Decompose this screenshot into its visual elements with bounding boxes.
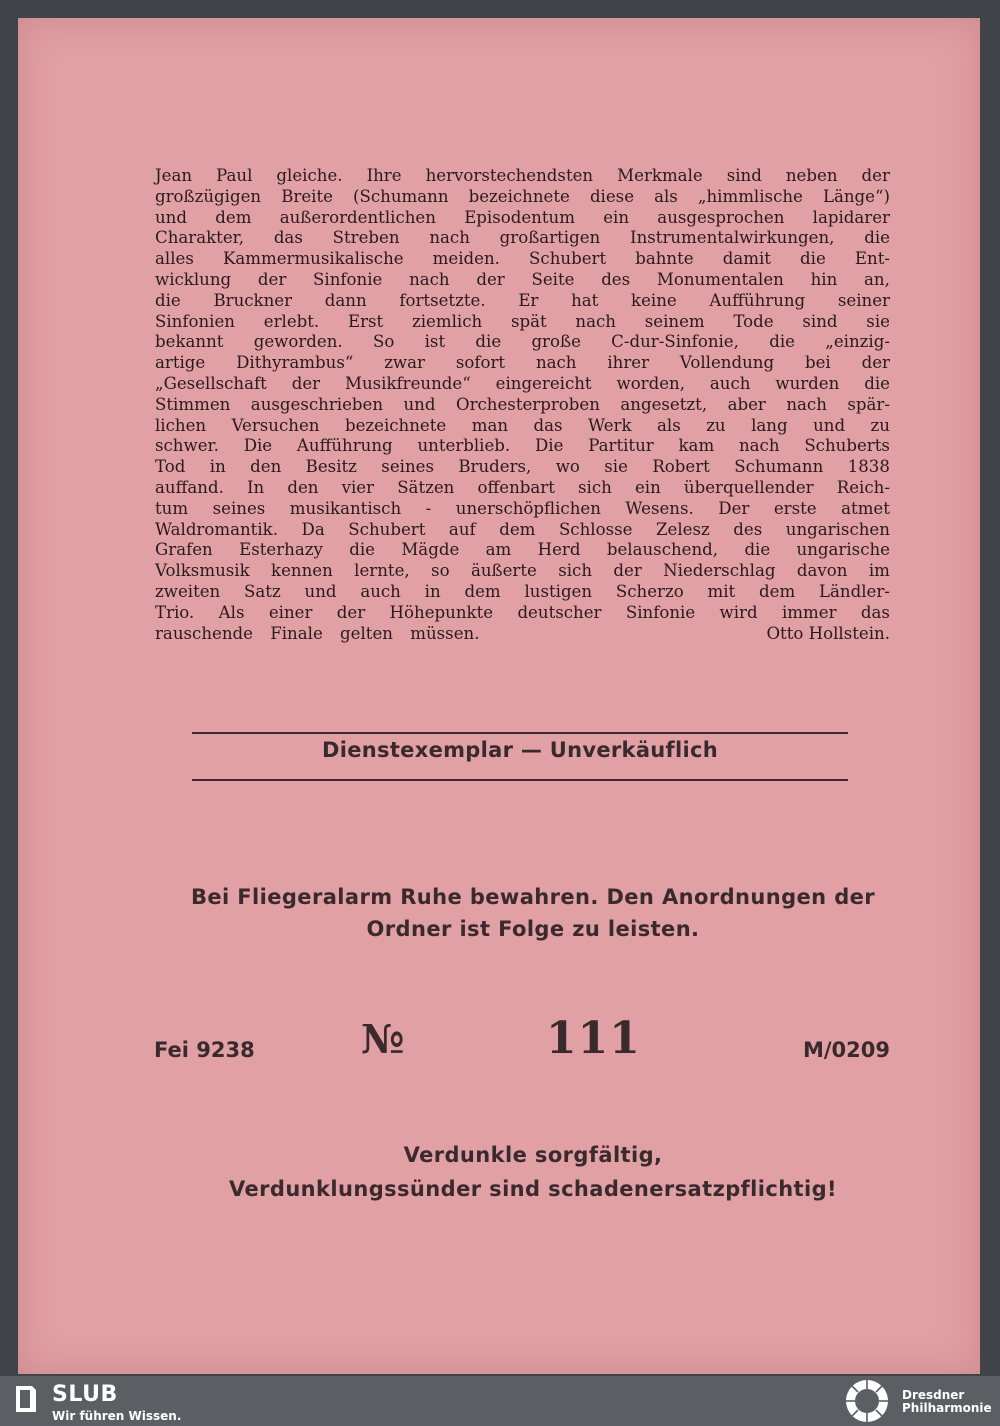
essay-line: Tod in den Besitz seines Bruders, wo sie Robert Schumann 1838 [155,457,890,477]
philharmonie-line1: Dresdner [902,1388,965,1402]
essay-author: Otto Hollstein. [766,623,890,643]
essay-line: großzügigen Breite (Schumann bezeichnete diese als „himmlische Länge“) [155,186,890,206]
air-raid-notice [138,881,928,945]
blackout-notice-line2: Verdunklungssünder sind schadenersatzpflichtig! [229,1177,837,1201]
philharmonie-logo-icon [842,1378,892,1424]
philharmonie-line2: Philharmonie [902,1401,992,1415]
bottom-rule [192,779,848,781]
essay-line: lichen Versuchen bezeichnete man das Werk als zu lang und zu [155,415,890,435]
ticket-number: 111 [546,1013,641,1064]
top-rule [192,732,848,734]
code-right: M/0209 [802,1038,890,1062]
essay-line: tum seines musikantisch - unerschöpflichen Wesens. Der erste atmet [155,498,890,518]
slub-name: SLUB [52,1382,118,1407]
code-left: Fei 9238 [154,1038,255,1062]
blackout-notice-line1: Verdunkle sorgfältig, [403,1143,663,1167]
essay-line: die Bruckner dann fortsetzte. Er hat keine Aufführung seiner [155,290,890,310]
essay-line: Charakter, das Streben nach großartigen Instrumentalwirkungen, die [155,228,890,248]
essay-last-line [155,624,890,645]
service-copy-note: Dienstexemplar — Unverkäuflich [322,738,718,762]
essay-line: und dem außerordentlichen Episodentum ein ausgesprochen lapidarer [155,207,890,227]
essay-line: Sinfonien erlebt. Erst ziemlich spät nach seinem Tode sind sie [155,311,890,331]
footer-bar [0,1376,1000,1426]
essay-line: Waldromantik. Da Schubert auf dem Schlosse Zelesz des ungarischen [155,519,890,539]
essay-line: zweiten Satz und auch in dem lustigen Scherzo mit dem Ländler- [155,581,890,601]
ticket-number-row [154,1008,890,1078]
essay-line: wicklung der Sinfonie nach der Seite des Monumentalen hin an, [155,269,890,289]
program-page [18,18,980,1374]
essay-line: Grafen Esterhazy die Mägde am Herd belauschend, die ungarische [155,540,890,560]
essay-line: „Gesellschaft der Musikfreunde“ eingereicht worden, auch wurden die [155,373,890,393]
essay-line: Stimmen ausgeschrieben und Orchesterproben angesetzt, aber nach spär- [155,394,890,414]
essay-line: alles Kammermusikalische meiden. Schubert bahnte damit die Ent- [155,249,890,269]
essay-line: bekannt geworden. So ist die große C-dur-Sinfonie, die „einzig- [155,332,890,352]
blackout-notice [138,1138,928,1206]
essay-line: Volksmusik kennen lernte, so äußerte sich der Niederschlag davon im [155,561,890,581]
numero-sign: № [361,1016,405,1063]
philharmonie-name [902,1389,992,1415]
essay-closing-text: rauschende Finale gelten müssen. [155,623,480,643]
air-raid-notice-line1: Bei Fliegeralarm Ruhe bewahren. Den Anordnungen der [190,885,876,909]
essay-line: schwer. Die Aufführung unterblieb. Die Partitur kam nach Schuberts [155,436,890,456]
essay-line: auffand. In den vier Sätzen offenbart sich ein überquellender Reich- [155,477,890,497]
essay-line: Jean Paul gleiche. Ihre hervorstechendsten Merkmale sind neben der [155,166,890,185]
slub-tagline: Wir führen Wissen. [52,1409,182,1423]
essay-line: artige Dithyrambus“ zwar sofort nach ihrer Vollendung bei der [155,353,890,373]
essay-text [155,166,890,644]
essay-line: Trio. Als einer der Höhepunkte deutscher Sinfonie wird immer das [155,602,890,622]
slub-logo-icon [12,1382,40,1416]
air-raid-notice-line2: Ordner ist Folge zu leisten. [366,917,700,941]
